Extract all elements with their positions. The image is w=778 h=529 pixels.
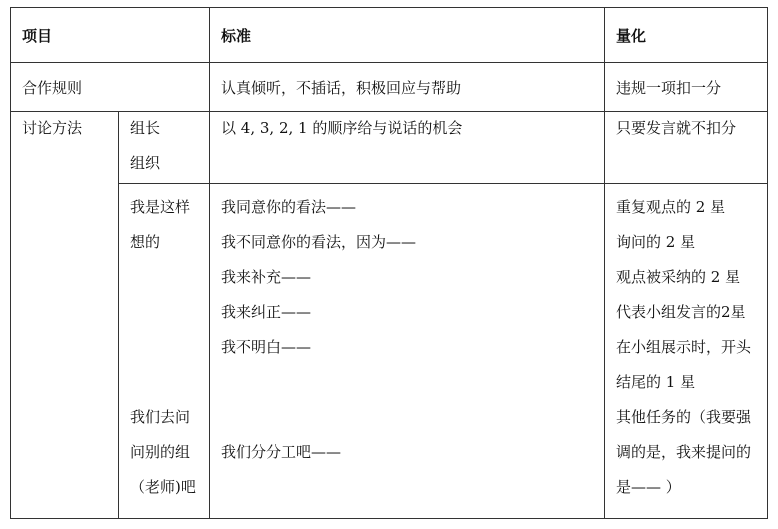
rubric-table-wrapper xyxy=(10,7,767,519)
organizer-sub-cell xyxy=(119,112,210,184)
thinking-quantify-line-1: 重复观点的 2 星 xyxy=(616,198,726,216)
thinking-standard-line-2: 我不同意你的看法，因为—— xyxy=(221,233,417,251)
row-organizer xyxy=(11,112,768,184)
rubric-table xyxy=(10,7,768,519)
thinking-standard-line-3: 我来补充—— xyxy=(221,268,312,286)
thinking-quantify-line-5: 在小组展示时，开头 xyxy=(616,338,752,356)
thinking-standard-bottom: 我们分分工吧—— xyxy=(221,443,342,461)
thinking-sub-cell xyxy=(119,184,210,519)
header-quantify: 量化 xyxy=(605,8,768,63)
header-row xyxy=(11,8,768,63)
thinking-standard-line-5: 我不明白—— xyxy=(221,338,312,356)
thinking-quantify-line-7: 其他任务的（我要强 xyxy=(616,408,752,426)
row-cooperation-rules xyxy=(11,63,768,112)
header-standard: 标准 xyxy=(210,8,605,63)
thinking-standard-line-1: 我同意你的看法—— xyxy=(221,198,357,216)
organizer-sub-line-1: 组长 xyxy=(130,119,161,137)
organizer-sub-line-2: 组织 xyxy=(130,154,161,172)
thinking-standard-cell xyxy=(210,184,605,519)
organizer-standard: 以 4, 3, 2, 1 的顺序给与说话的机会 xyxy=(221,119,463,137)
thinking-sub-bottom-2: 问别的组 xyxy=(130,443,191,461)
thinking-quantify-line-9: 是—— ） xyxy=(616,478,681,496)
row-thinking xyxy=(11,184,768,519)
cooperation-standard: 认真倾听，不插话，积极回应与帮助 xyxy=(210,63,605,112)
thinking-sub-bottom-3: （老师)吧 xyxy=(130,478,196,496)
organizer-quantify: 只要发言就不扣分 xyxy=(616,119,737,137)
thinking-quantify-line-6: 结尾的 1 星 xyxy=(616,373,696,391)
discussion-item: 讨论方法 xyxy=(22,119,83,137)
thinking-quantify-line-8: 调的是，我来提问的 xyxy=(616,443,752,461)
cooperation-item: 合作规则 xyxy=(11,63,210,112)
organizer-standard-cell xyxy=(210,112,605,184)
cooperation-quantify: 违规一项扣一分 xyxy=(605,63,768,112)
discussion-item-cell xyxy=(11,112,119,519)
thinking-quantify-line-2: 询问的 2 星 xyxy=(616,233,696,251)
thinking-standard-line-4: 我来纠正—— xyxy=(221,303,312,321)
thinking-quantify-line-4: 代表小组发言的2星 xyxy=(616,303,746,321)
thinking-quantify-line-3: 观点被采纳的 2 星 xyxy=(616,268,741,286)
thinking-sub-bottom-1: 我们去问 xyxy=(130,408,191,426)
thinking-quantify-cell xyxy=(605,184,768,519)
thinking-sub-top-2: 想的 xyxy=(130,233,161,251)
thinking-sub-top-1: 我是这样 xyxy=(130,198,191,216)
organizer-quantify-cell xyxy=(605,112,768,184)
header-item: 项目 xyxy=(11,8,210,63)
